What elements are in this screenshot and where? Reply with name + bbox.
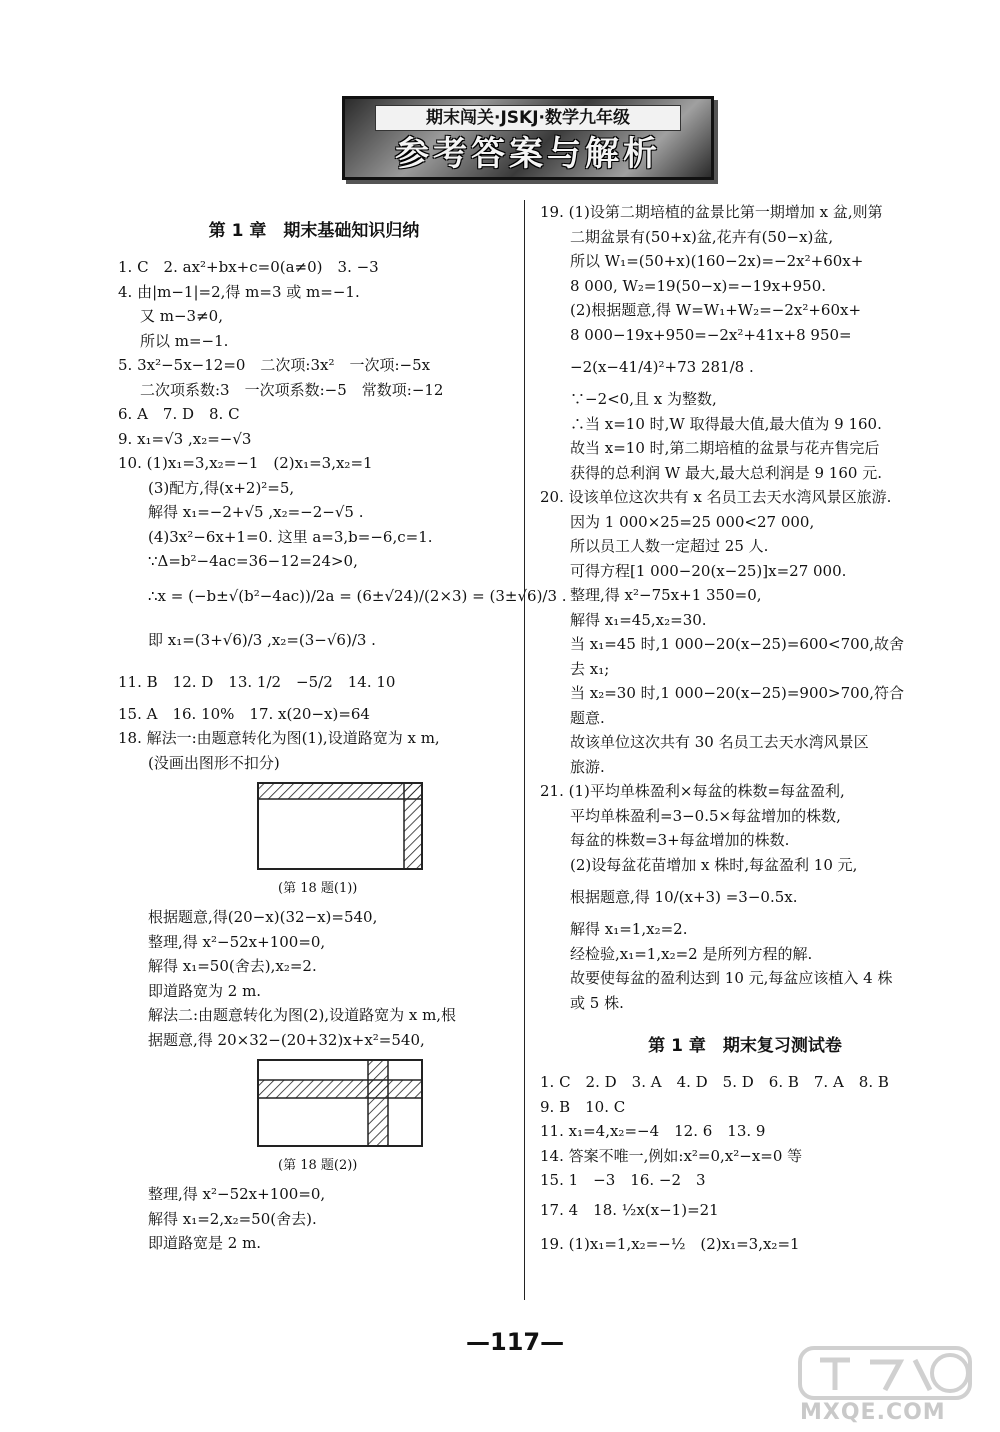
answer-line: 根据题意,得(20−x)(32−x)=540, [148,908,378,926]
answer-line: 因为 1 000×25=25 000<27 000, [570,512,815,531]
answer-line: 19. (1)x₁=1,x₂=−½ (2)x₁=3,x₂=1 [540,1234,800,1253]
answer-line: 即道路宽为 2 m. [148,981,262,1000]
answer-line: 或 5 株. [570,993,624,1012]
answer-line: 所以 W₁=(50+x)(160−2x)=−2x²+60x+ [570,252,864,270]
answer-line: 解得 x₁=2,x₂=50(舍去). [148,1209,317,1228]
answer-line: 二期盆景有(50+x)盆,花卉有(50−x)盆, [570,227,834,246]
answer-line: 17. 4 18. ½x(x−1)=21 [540,1200,719,1219]
answer-line: −2(x−41/4)²+73 281/8 . [570,358,754,376]
answer-line: ∴x = (−b±√(b²−4ac))/2a = (6±√24)/(2×3) = (3±√6)/3 . [148,586,567,605]
answer-line: 15. A 16. 10% 17. x(20−x)=64 [118,704,370,723]
answer-line: (3)配方,得(x+2)²=5, [148,478,295,497]
answer-line: 当 x₂=30 时,1 000−20(x−25)=900>700,符合 [570,684,905,702]
answer-line: 整理,得 x²−75x+1 350=0, [570,586,762,604]
header-banner [342,96,714,180]
answer-line: (没画出图形不扣分) [148,753,280,772]
page-number: —117— [466,1328,565,1356]
answer-line: (2)设每盆花苗增加 x 株时,每盆盈利 10 元, [570,855,858,874]
section-title-test: 第 1 章 期末复习测试卷 [648,1036,842,1056]
answer-line: 解得 x₁=45,x₂=30. [570,610,707,629]
answer-line: 18. 解法一:由题意转化为图(1),设道路宽为 x m, [118,729,440,747]
answer-line: 8 000, W₂=19(50−x)=−19x+950. [570,276,827,295]
figure-18-2 [256,1058,510,1154]
answer-line: 据题意,得 20×32−(20+32)x+x²=540, [148,1030,425,1049]
answer-line: 8 000−19x+950=−2x²+41x+8 950= [570,325,852,344]
banner-subtitle: 期末闯关·JSKJ·数学九年级 [375,105,681,131]
answer-line: (4)3x²−6x+1=0. 这里 a=3,b=−6,c=1. [148,527,433,546]
figure-caption: (第 18 题(1)) [278,881,358,896]
answer-line: 9. B 10. C [540,1097,626,1116]
answer-line: 9. x₁=√3 ,x₂=−√3 [118,429,252,448]
answer-line: 经检验,x₁=1,x₂=2 是所列方程的解. [570,944,813,963]
answer-line: 6. A 7. D 8. C [118,405,240,423]
answer-line: 解得 x₁=1,x₂=2. [570,920,688,938]
answer-line: ∵Δ=b²−4ac=36−12=24>0, [148,552,358,570]
answer-line: 1. C 2. ax²+bx+c=0(a≠0) 3. −3 [118,258,379,276]
answer-line: 19. (1)设第二期培植的盆景比第一期增加 x 盆,则第 [540,203,883,221]
answer-line: 当 x₁=45 时,1 000−20(x−25)=600<700,故舍 [570,635,905,653]
figure-18-1 [256,781,510,877]
answer-line: 获得的总利润 W 最大,最大总利润是 9 160 元. [570,463,882,482]
section-title-basic: 第 1 章 期末基础知识归纳 [208,221,420,241]
answer-line: 所以 m=−1. [140,331,229,350]
answer-line: 20. 设该单位这次共有 x 名员工去天水湾风景区旅游. [540,488,892,506]
answer-line: ∴当 x=10 时,W 取得最大值,最大值为 9 160. [570,414,882,433]
answer-line: 去 x₁; [570,659,610,678]
answer-line: 所以员工人数一定超过 25 人. [570,537,769,555]
answer-line: 旅游. [570,757,605,776]
answer-line: 4. 由|m−1|=2,得 m=3 或 m=−1. [118,282,360,301]
answer-line: 每盆的株数=3+每盆增加的株数. [570,831,790,849]
answer-line: 5. 3x²−5x−12=0 二次项:3x² 一次项:−5x [118,356,431,374]
answer-line: 解法二:由题意转化为图(2),设道路宽为 x m,根 [148,1006,457,1024]
answer-line: 题意. [570,708,605,727]
answer-line: 故当 x=10 时,第二期培植的盆景与花卉售完后 [570,439,880,457]
answer-line: 1. C 2. D 3. A 4. D 5. D 6. B 7. A 8. B [540,1073,889,1091]
answer-line: 整理,得 x²−52x+100=0, [148,1185,326,1203]
watermark-text: MXQE.COM [800,1400,946,1425]
answer-line: 即 x₁=(3+√6)/3 ,x₂=(3−√6)/3 . [148,630,376,649]
answer-line: 整理,得 x²−52x+100=0, [148,932,326,951]
answer-line: 10. (1)x₁=3,x₂=−1 (2)x₁=3,x₂=1 [118,454,373,472]
answer-line: 又 m−3≠0, [140,307,223,325]
answer-line: 解得 x₁=50(舍去),x₂=2. [148,957,317,975]
answer-line: 平均单株盈利=3−0.5×每盆增加的株数, [570,806,841,825]
answer-line: 15. 1 −3 16. −2 3 [540,1171,706,1189]
answer-line: 21. (1)平均单株盈利×每盆的株数=每盆盈利, [540,782,845,800]
answer-line: (2)根据题意,得 W=W₁+W₂=−2x²+60x+ [570,301,862,319]
answer-line: 故要使每盆的盈利达到 10 元,每盆应该植入 4 株 [570,969,893,987]
answer-line: 根据题意,得 10/(x+3) =3−0.5x. [570,888,798,906]
right-column [540,200,950,1261]
answer-line: 即道路宽是 2 m. [148,1234,262,1252]
answer-line: 解得 x₁=−2+√5 ,x₂=−2−√5 . [148,503,364,521]
left-column [118,200,567,1256]
answer-line: 故该单位这次共有 30 名员工去天水湾风景区 [570,733,869,751]
answer-line: 11. x₁=4,x₂=−4 12. 6 13. 9 [540,1122,766,1140]
answer-line: 14. 答案不唯一,例如:x²=0,x²−x=0 等 [540,1146,803,1165]
figure-caption: (第 18 题(2)) [278,1158,358,1173]
answer-line: 二次项系数:3 一次项系数:−5 常数项:−12 [140,380,444,399]
column-divider [524,200,525,1300]
answer-line: 可得方程[1 000−20(x−25)]x=27 000. [570,561,847,580]
banner-title: 参考答案与解析 [395,134,661,174]
answer-line: 11. B 12. D 13. 1/2 −5/2 14. 10 [118,672,396,691]
answer-line: ∵−2<0,且 x 为整数, [570,390,717,408]
